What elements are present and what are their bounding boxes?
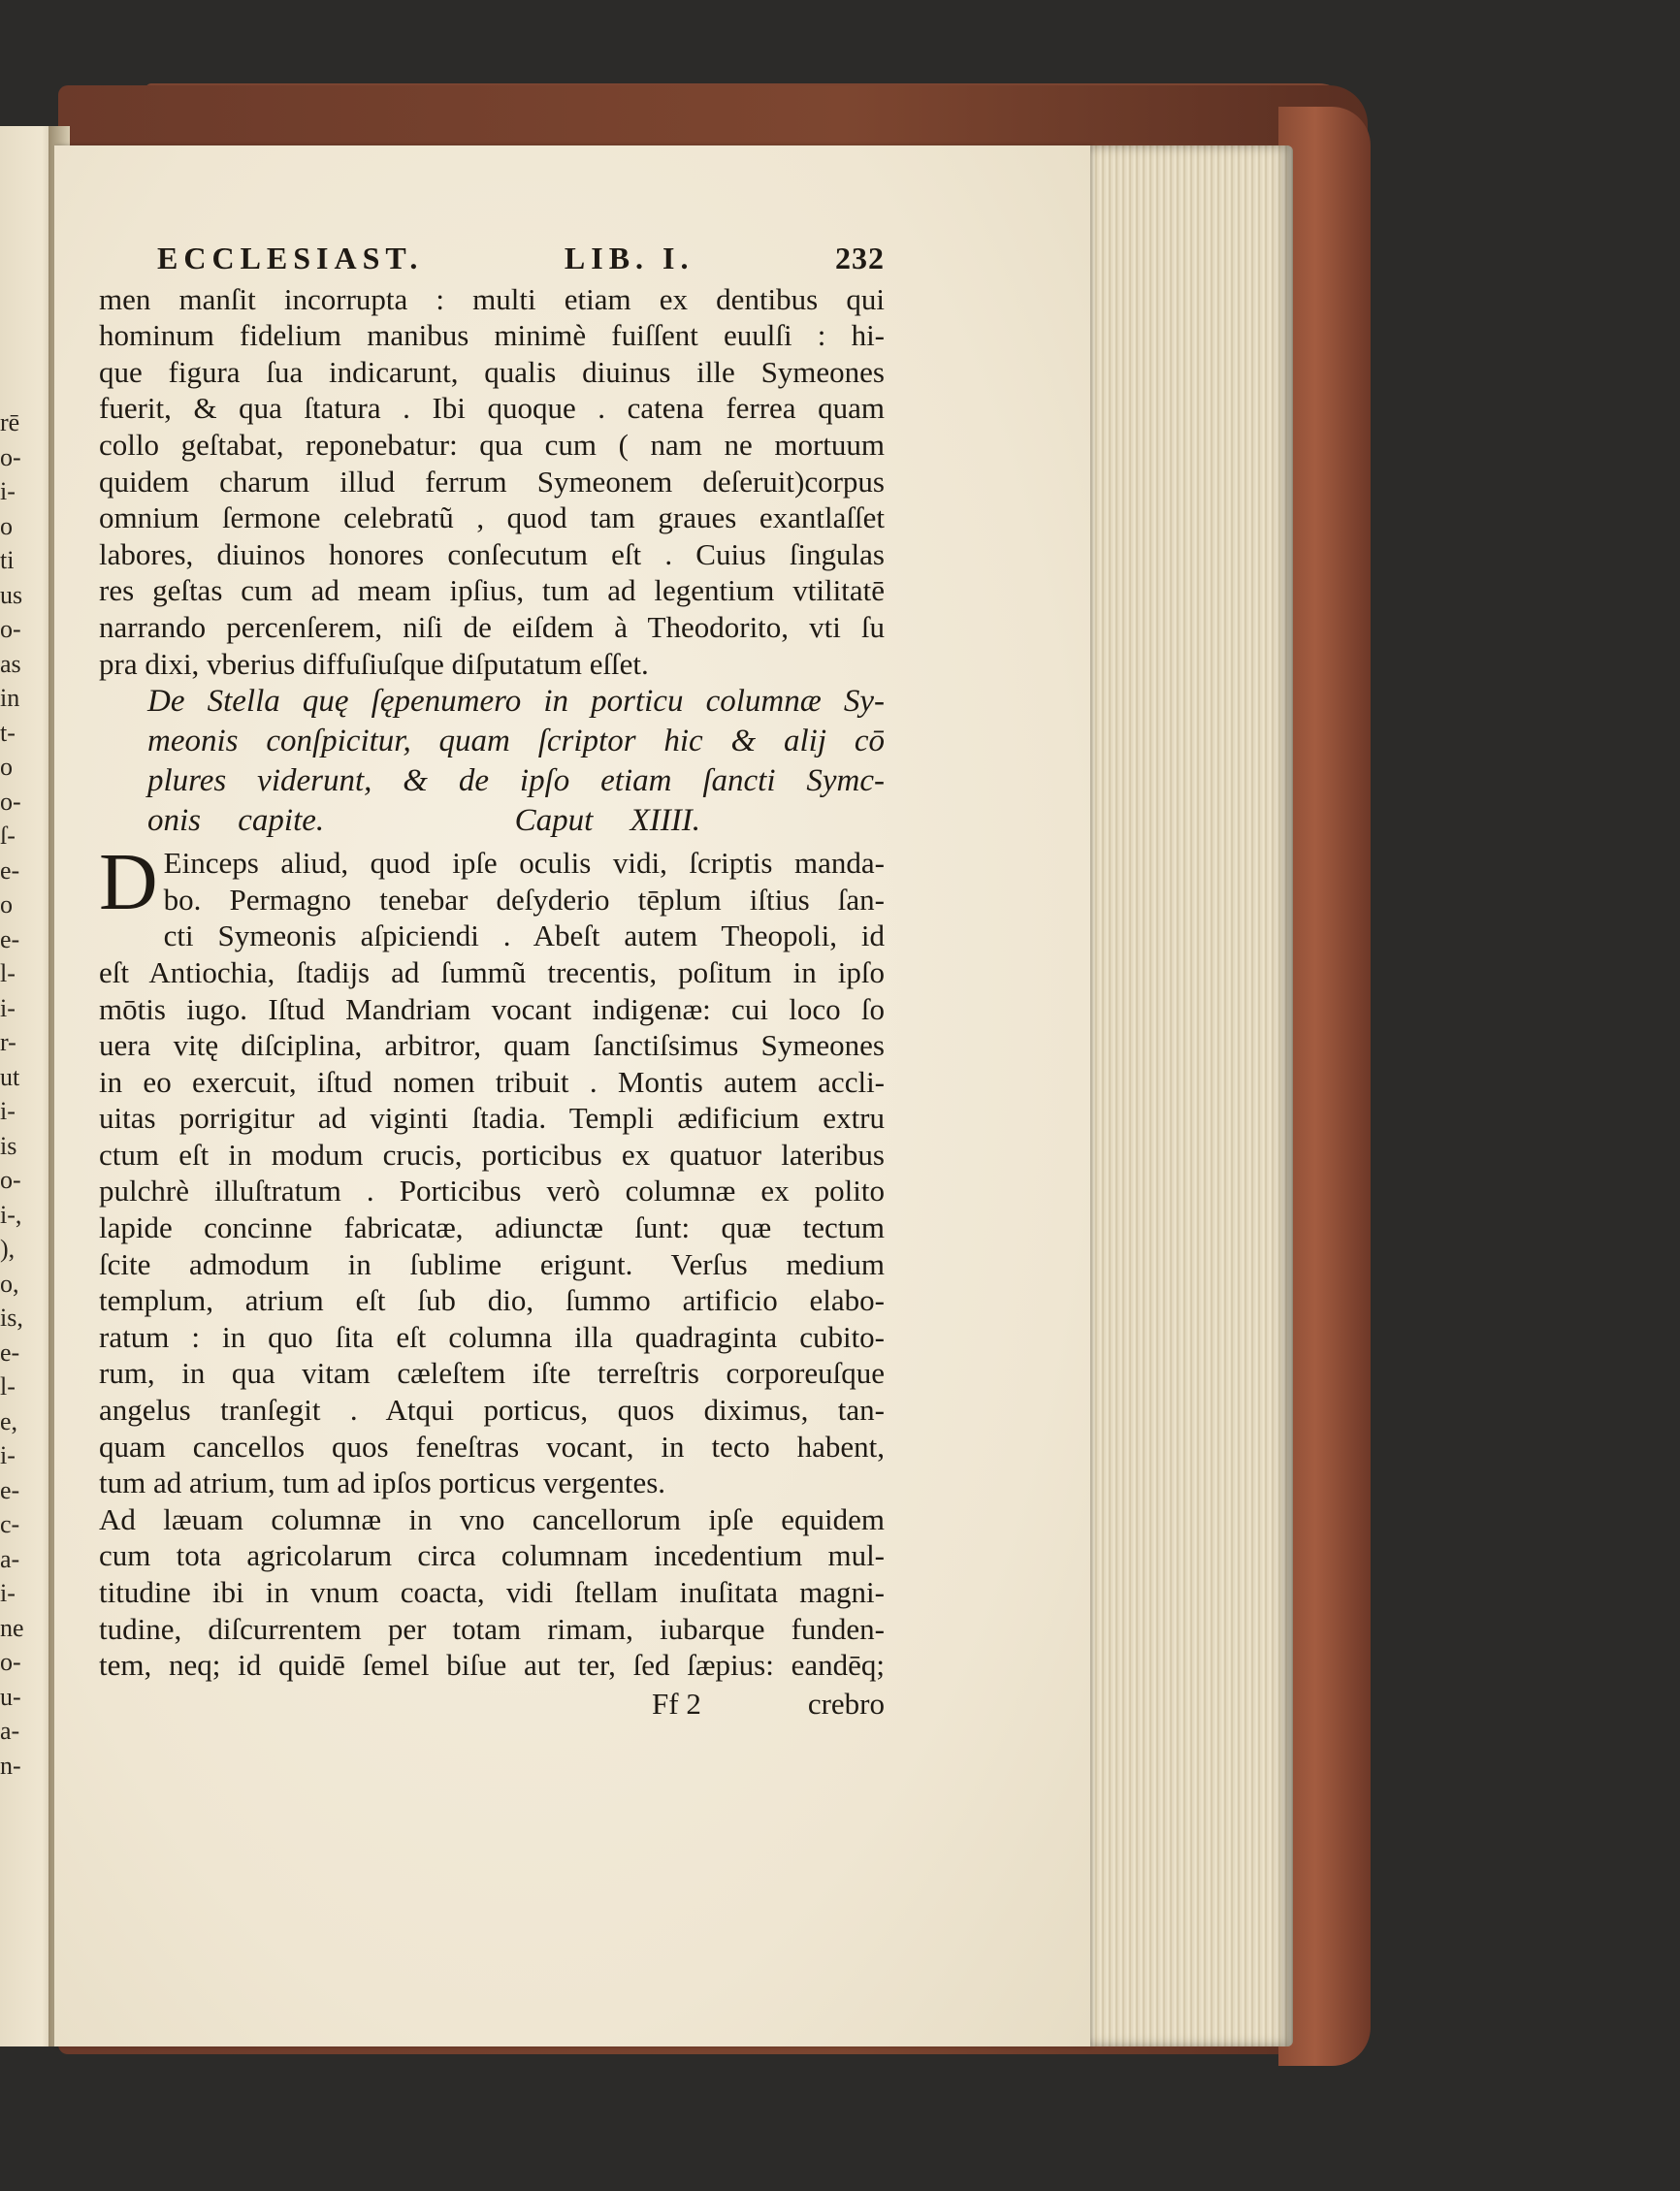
text-line: lapide concinne fabricatæ, adiunctæ ſunt: quæ tectum [99, 1210, 885, 1245]
text-line: in eo exercuit, iſtud nomen tribuit . Montis autem accli- [99, 1064, 885, 1099]
facing-page-line-end: u- [0, 1682, 21, 1711]
text-line: tudine, diſcurrentem per totam rimam, iubarque funden- [99, 1611, 885, 1646]
facing-page-line-end: in [0, 684, 20, 712]
facing-page-line-end: e- [0, 1475, 20, 1504]
facing-page-line-end: n- [0, 1751, 21, 1780]
text-line: pulchrè illuſtratum . Porticibus verò columnæ ex polito [99, 1174, 885, 1208]
facing-page-line-ends [0, 405, 24, 1783]
facing-page-line-end: ſ- [0, 822, 16, 850]
paragraph-2 [99, 837, 885, 1501]
text-line: quam cancellos quos feneſtras vocant, in tecto habent, [99, 1429, 885, 1464]
facing-page-line-end: o- [0, 1648, 21, 1676]
chapter-heading-line: plures viderunt, & de ipſo etiam ſancti Symc- [147, 763, 885, 799]
chapter-heading-line: De Stella quę ſępenumero in porticu columnæ Sy- [147, 684, 885, 720]
facing-page-line-end: a- [0, 1544, 20, 1573]
text-line: men manſit incorrupta : multi etiam ex dentibus qui [99, 281, 885, 316]
paragraph-1 [99, 281, 885, 683]
facing-page-line-end: c- [0, 1510, 20, 1538]
facing-page-line-end: e- [0, 855, 20, 885]
text-line: bo. Permagno tenebar deſyderio tēplum iſtius ſan- [163, 882, 885, 917]
facing-page-line-end: i- [0, 1441, 16, 1469]
page-number: 232 [835, 241, 885, 275]
text-line: Einceps aliud, quod ipſe oculis vidi, ſcriptis manda- [163, 846, 885, 881]
facing-page-line-end: e- [0, 1337, 20, 1367]
facing-page-line-end: ne [0, 1613, 24, 1642]
chapter-heading [99, 682, 885, 841]
text-line: cum tota agricolarum circa columnam incedentium mul- [99, 1538, 885, 1573]
text-line: templum, atrium eſt ſub dio, ſummo artificio elabo- [99, 1283, 885, 1318]
text-line: eſt Antiochia, ſtadijs ad ſummũ trecentis, poſitum in ipſo [99, 954, 885, 989]
text-line: titudine ibi in vnum coacta, vidi ſtellam inuſitata magni- [99, 1575, 885, 1609]
running-head [157, 241, 885, 277]
facing-page-line-end: is, [0, 1304, 23, 1332]
page-text [99, 241, 885, 1722]
facing-page-line-end: o [0, 890, 13, 918]
text-line: labores, diuinos honores conſecutum eſt . Cuius ſingulas [99, 536, 885, 571]
text-line: ſcite admodum in ſublime erigunt. Verſus medium [99, 1246, 885, 1281]
facing-page-line-end: us [0, 580, 23, 609]
facing-page-line-end: e- [0, 924, 20, 953]
text-line: cti Symeonis aſpiciendi . Abeſt autem Theopoli, id [163, 918, 885, 953]
text-line: quidem charum illud ferrum Symeonem deſeruit)corpus [99, 464, 885, 499]
drop-cap: D [99, 837, 158, 928]
text-line: angelus tranſegit . Atqui porticus, quos diximus, tan- [99, 1393, 885, 1428]
text-line: ctum eſt in modum crucis, porticibus ex quatuor lateribus [99, 1137, 885, 1172]
facing-page-line-end: r- [0, 1028, 16, 1056]
catchword: crebro [807, 1686, 885, 1721]
facing-page-line-end: l- [0, 959, 16, 987]
facing-page-line-end: rē [0, 408, 20, 436]
text-line: hominum fidelium manibus minimè fuiſſent euulſi : hi- [99, 318, 885, 353]
facing-page-line-end: ti [0, 546, 15, 574]
page-fore-edge [1084, 145, 1293, 2046]
facing-page-line-end: ), [0, 1235, 16, 1263]
text-line: fuerit, & qua ſtatura . Ibi quoque . catena ferrea quam [99, 391, 885, 426]
facing-page-line-end: i- [0, 477, 16, 505]
text-line: rum, in qua vitam cæleſtem iſte terreſtris corporeuſque [99, 1356, 885, 1391]
facing-page-line-end: as [0, 649, 21, 678]
running-head-title: ECCLESIAST. [157, 241, 424, 275]
facing-page-line-end: l- [0, 1372, 16, 1401]
text-line: que figura ſua indicarunt, qualis diuinus ille Symeones [99, 354, 885, 389]
facing-page-line-end: o, [0, 1269, 19, 1298]
facing-page-line-end: o- [0, 787, 21, 816]
text-line: omnium ſermone celebratũ , quod tam graues exantlaſſet [99, 500, 885, 535]
page-footer [99, 1686, 885, 1723]
text-line: uera vitę diſciplina, arbitror, quam ſanctiſsimus Symeones [99, 1028, 885, 1063]
paragraph-3 [99, 1501, 885, 1684]
facing-page-line-end: o- [0, 615, 21, 643]
facing-page-line-end: i-, [0, 1200, 22, 1229]
chapter-heading-line: meonis conſpicitur, quam ſcriptor hic & alij cō [147, 724, 885, 759]
facing-page-line-end: i- [0, 1097, 16, 1125]
facing-page-line-end: e, [0, 1406, 18, 1435]
text-line: narrando percenſerem, niſi de eiſdem à Theodorito, vti ſu [99, 609, 885, 644]
text-line: tem, neq; id quidē ſemel biſue aut ter, ſed ſæpius: eandēq; [99, 1648, 885, 1683]
facing-page-line-end: a- [0, 1717, 20, 1745]
facing-page-line-end: t- [0, 718, 16, 747]
facing-page-line-end: o- [0, 442, 21, 471]
facing-page-line-end: o [0, 753, 13, 781]
facing-page-line-end: o [0, 511, 13, 540]
chapter-heading-end: onis capite. [147, 803, 325, 839]
chapter-heading-line [147, 801, 885, 841]
facing-page-line-end: is [0, 1131, 17, 1160]
text-line: tum ad atrium, tum ad ipſos porticus vergentes. [99, 1466, 666, 1500]
facing-page-line-end: i- [0, 1579, 16, 1607]
text-line: Ad læuam columnæ in vno cancellorum ipſe equidem [99, 1501, 885, 1536]
running-head-book: LIB. I. [564, 241, 695, 275]
text-line: mōtis iugo. Iſtud Mandriam vocant indigenæ: cui loco ſo [99, 991, 885, 1026]
chapter-caput-label: Caput [514, 803, 594, 839]
facing-page-line-end: i- [0, 993, 16, 1022]
signature-mark: Ff 2 [652, 1686, 701, 1721]
facing-page-line-end: o- [0, 1166, 21, 1194]
text-line: pra dixi, vberius diffuſiuſque diſputatum eſſet. [99, 646, 649, 681]
text-line: collo geſtabat, reponebatur: qua cum ( nam ne mortuum [99, 427, 885, 462]
text-line: res geſtas cum ad meam ipſius, tum ad legentium vtilitatē [99, 573, 885, 608]
facing-page-line-end: ut [0, 1062, 20, 1091]
text-line: uitas porrigitur ad viginti ſtadia. Templi ædificium extru [99, 1101, 885, 1136]
chapter-number: XIIII. [630, 803, 700, 839]
text-line: ratum : in quo ſita eſt columna illa quadraginta cubito- [99, 1319, 885, 1354]
